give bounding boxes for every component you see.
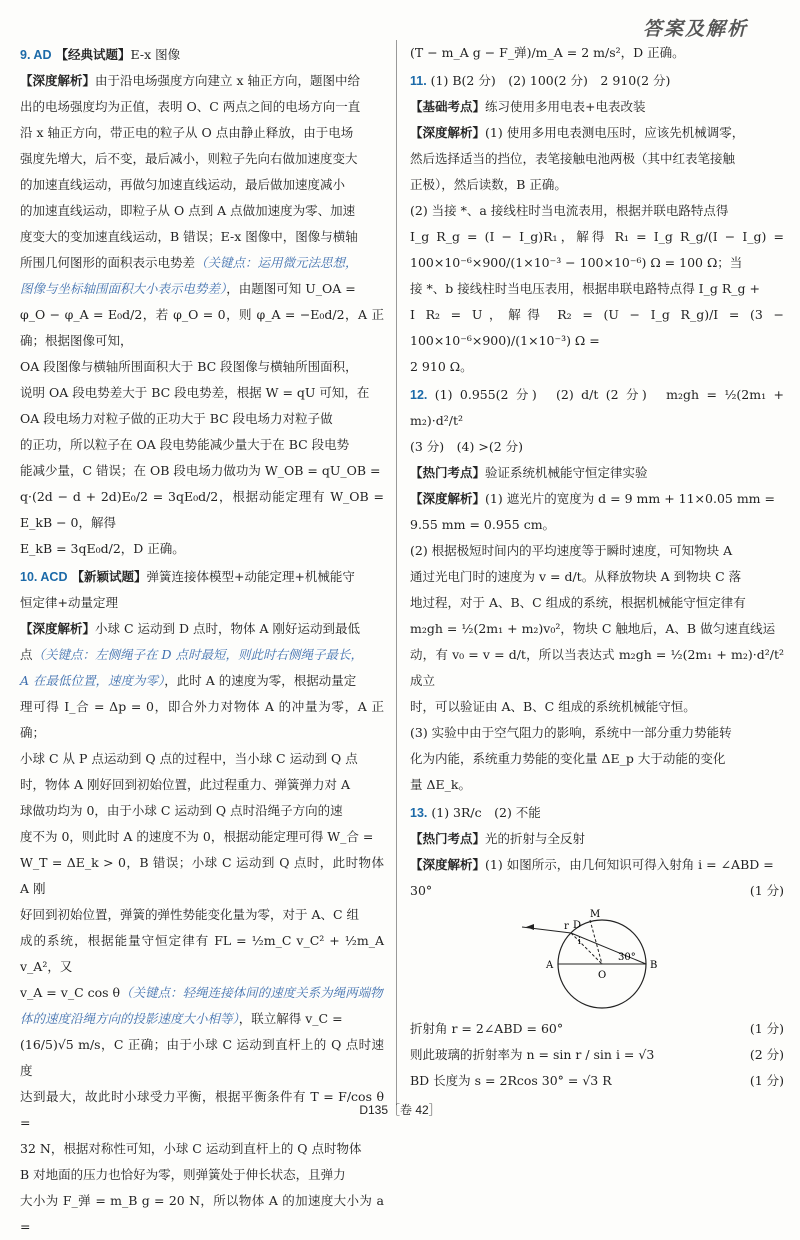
q10-line: 达到最大，故此时小球受力平衡，根据平衡条件有 T = F/cos θ = xyxy=(20,1089,384,1130)
right-column xyxy=(410,40,784,1094)
column-divider xyxy=(396,40,397,1105)
q10-text: 点 xyxy=(20,647,33,662)
label-i: i xyxy=(578,937,581,947)
q10-line: 32 N，根据对称性可知，小球 C 运动到直杆上的 Q 点时物体 xyxy=(20,1141,362,1156)
q10-line xyxy=(20,616,384,642)
q11-analysis-label: 【深度解析】 xyxy=(410,125,486,140)
q10-text: ，此时 A 的速度为零，根据动量定 xyxy=(164,673,357,688)
q10-line: 好回到初始位置，弹簧的弹性势能变化量为零，对于 A、C 组 xyxy=(20,907,360,922)
normal-line xyxy=(571,933,602,964)
key-point-note: 图像与坐标轴围面积大小表示电势差） xyxy=(20,281,227,296)
q9-line: E_kB = 3qE₀d/2，D 正确。 xyxy=(20,541,185,556)
q10-topic: 弹簧连接体模型+动能定理+机械能守 xyxy=(146,569,355,584)
q11-line: 2 910 Ω。 xyxy=(410,359,473,374)
q11-topic-line xyxy=(410,94,784,120)
q13-number: 13. xyxy=(410,806,428,820)
key-point-note: （关键点：左侧绳子在 D 点时最短，则此时右侧绳子最长， xyxy=(32,647,363,662)
q12-answers: (1) 0.955(2 分) (2) d/t (2 分) m₂gh = ½(2m₁ + m₂)·d²/t² xyxy=(410,387,784,428)
q9-line: 强度先增大，后不变，最后减小，则粒子先向右做加速度变大 xyxy=(20,151,358,166)
q10-text: v_A = v_C cos θ xyxy=(20,985,121,1000)
q12-line: 化为内能，系统重力势能的变化量 ΔE_p 大于动能的变化 xyxy=(410,751,726,766)
q13-text: 30° xyxy=(410,883,433,898)
q10-text: ，联立解得 v_C = xyxy=(238,1011,343,1026)
q12-topic-line xyxy=(410,460,784,486)
q12-topic: 验证系统机械能守恒定律实验 xyxy=(485,465,648,480)
q10-line xyxy=(20,1006,384,1032)
q12-line: m₂gh = ½(2m₁ + m₂)v₀²，物块 C 触地后，A、B 做匀速直线运 xyxy=(410,621,776,636)
q13-analysis-label: 【深度解析】 xyxy=(410,857,486,872)
q10-number: 10. ACD xyxy=(20,570,68,584)
q12-tag: 【热门考点】 xyxy=(410,465,486,480)
key-point-note: A 在最低位置，速度为零） xyxy=(20,673,165,688)
q10-line: W_T = ΔE_k > 0，B 错误；小球 C 运动到 Q 点时，此时物体 A 刚 xyxy=(20,855,384,896)
q9-text: 由于沿电场强度方向建立 x 轴正方向，题图中给 xyxy=(95,73,361,88)
q11-tag: 【基础考点】 xyxy=(410,99,486,114)
q9-line: 沿 x 轴正方向，带正电的粒子从 O 点由静止释放，由于电场 xyxy=(20,125,354,140)
q10-continuation: (T − m_A g − F_弹)/m_A = 2 m/s²，D 正确。 xyxy=(410,45,685,60)
ray-arrow-icon xyxy=(526,924,534,930)
left-column xyxy=(20,40,384,1240)
q9-tag: 【经典试题】 xyxy=(55,47,131,62)
q9-text: 所围几何图形的面积表示电势差 xyxy=(20,255,196,270)
q11-answers: (1) B(2 分) (2) 100(2 分) 2 910(2 分) xyxy=(430,73,671,88)
q9-line: 度变大的变加速直线运动，B 错误；E-x 图像中，图像与横轴 xyxy=(20,229,358,244)
score-mark: (1 分) xyxy=(749,1073,784,1088)
q12-analysis-label: 【深度解析】 xyxy=(410,491,486,506)
page-footer: D135［卷 42］ xyxy=(359,1103,441,1117)
q9-line: 说明 OA 段电势差大于 BC 段电势差，根据 W = qU 可知，在 xyxy=(20,385,370,400)
q9-line: q·(2d − d + 2d)E₀/2 = 3qE₀d/2，根据动能定理有 W_OB = E_kB − 0，解得 xyxy=(20,489,384,530)
q11-line: I R₂ = U，解得 R₂ = (U − I_g R_g)/I = (3 − 100×10⁻⁶×900)/(1×10⁻³) Ω = xyxy=(410,307,784,348)
label-r: r xyxy=(564,921,569,932)
q11-line: I_g R_g = (I − I_g)R₁，解得 R₁ = I_g R_g/(I − I_g) = 100×10⁻⁶×900/(1×10⁻³ − 100×10⁻⁶) Ω = 100 Ω；当 xyxy=(410,229,784,270)
q10-line xyxy=(20,642,384,668)
q9-line: OA 段电场力对粒子做的正功大于 BC 段电场力对粒子做 xyxy=(20,411,333,426)
q11-line: 正极），然后读数，B 正确。 xyxy=(410,177,567,192)
q12-line xyxy=(410,486,784,512)
q13-line xyxy=(410,852,784,878)
q10-line xyxy=(20,668,384,694)
q10-line: 大小为 F_弹 = m_B g = 20 N，所以物体 A 的加速度大小为 a = xyxy=(20,1193,384,1234)
q9-analysis-label: 【深度解析】 xyxy=(20,73,96,88)
q10-line: 理可得 I_合 = Δp = 0，即合外力对物体 A 的冲量为零，A 正确； xyxy=(20,699,384,740)
score-mark: (1 分) xyxy=(749,883,784,898)
q10-line: (16/5)√5 m/s，C 正确；由于小球 C 运动到直杆上的 Q 点时速度 xyxy=(20,1037,384,1078)
score-mark: (2 分) xyxy=(749,1047,784,1062)
label-B: B xyxy=(650,960,658,971)
q9-heading xyxy=(20,42,384,68)
q9-line xyxy=(20,276,384,302)
q10-line: 时，物体 A 刚好回到初始位置，此过程重力、弹簧弹力对 A xyxy=(20,777,350,792)
q9-line xyxy=(20,68,384,94)
q10-topic-cont: 恒定律+动量定理 xyxy=(20,595,118,610)
q13-line xyxy=(410,878,784,904)
q13-text: 则此玻璃的折射率为 n = sin r / sin i = √3 xyxy=(410,1047,655,1062)
q12-text: (1) 遮光片的宽度为 d = 9 mm + 11×0.05 mm = xyxy=(485,491,775,506)
q11-line xyxy=(410,120,784,146)
score-mark: (1 分) xyxy=(749,1021,784,1036)
label-O: O xyxy=(598,970,607,981)
q9-number: 9. AD xyxy=(20,48,52,62)
q9-line: 的加速直线运动，即粒子从 O 点到 A 点做加速度为零、加速 xyxy=(20,203,356,218)
q10-analysis-label: 【深度解析】 xyxy=(20,621,96,636)
q11-line: 然后选择适当的挡位，表笔接触电池两极（其中红表笔接触 xyxy=(410,151,736,166)
q13-topic-line xyxy=(410,826,784,852)
q11-number: 11. xyxy=(410,74,427,88)
key-point-note: （关键点：运用微元法思想， xyxy=(195,255,358,270)
q12-line: (3) 实验中由于空气阻力的影响，系统中一部分重力势能转 xyxy=(410,725,732,740)
q13-line xyxy=(410,1042,784,1068)
q13-text: (1) 如图所示，由几何知识可得入射角 i = ∠ABD = xyxy=(485,857,774,872)
q10-tag: 【新颖试题】 xyxy=(71,569,147,584)
q13-text: BD 长度为 s = 2Rcos 30° = √3 R xyxy=(410,1073,612,1088)
q9-line: φ_O − φ_A = E₀d/2，若 φ_O = 0，则 φ_A = −E₀d/2，A 正确；根据图像可知， xyxy=(20,307,384,348)
q10-line: 球做功均为 0，由于小球 C 运动到 Q 点时沿绳子方向的速 xyxy=(20,803,343,818)
page-header-title: 答案及解析 xyxy=(642,18,748,40)
q13-topic: 光的折射与全反射 xyxy=(485,831,586,846)
q10-line xyxy=(20,980,384,1006)
label-D: D xyxy=(573,920,582,931)
q12-number: 12. xyxy=(410,388,428,402)
q9-line: 出的电场强度均为正值，表明 O、C 两点之间的电场方向一直 xyxy=(20,99,361,114)
q12-heading xyxy=(410,382,784,434)
q13-line xyxy=(410,1016,784,1042)
label-angle: 30° xyxy=(618,952,636,963)
q12-line: 通过光电门时的速度为 v = d/t。从释放物块 A 到物块 C 落 xyxy=(410,569,742,584)
q12-line: 9.55 mm = 0.955 cm。 xyxy=(410,517,556,532)
q9-line xyxy=(20,250,384,276)
q9-text: ，由题图可知 U_OA = xyxy=(226,281,356,296)
label-M: M xyxy=(590,909,601,920)
q9-line: 的正功，所以粒子在 OA 段电势能减少量大于在 BC 段电势 xyxy=(20,437,350,452)
refraction-diagram xyxy=(512,906,682,1016)
q11-text: (1) 使用多用电表测电压时，应该先机械调零， xyxy=(485,125,745,140)
q10-line: 度不为 0，则此时 A 的速度不为 0，根据动能定理可得 W_合 = xyxy=(20,829,374,844)
q12-line: 地过程，对于 A、B、C 组成的系统，根据机械能守恒定律有 xyxy=(410,595,746,610)
key-point-note: （关键点：轻绳连接体间的速度关系为绳两端物 xyxy=(120,985,383,1000)
q11-heading xyxy=(410,68,784,94)
label-A: A xyxy=(546,960,554,971)
q12-answers-cont: (3 分) (4) >(2 分) xyxy=(410,439,524,454)
q13-line xyxy=(410,1068,784,1094)
q10-line: 成的系统，根据能量守恒定律有 FL = ½m_C v_C² + ½m_A v_A²，又 xyxy=(20,933,384,974)
key-point-note: 体的速度沿绳方向的投影速度大小相等） xyxy=(20,1011,239,1026)
q9-line: 的加速直线运动，再做匀加速直线运动，最后做加速度减小 xyxy=(20,177,346,192)
q10-text: 小球 C 运动到 D 点时，物体 A 刚好运动到最低 xyxy=(95,621,360,636)
q12-line: 量 ΔE_k。 xyxy=(410,777,471,792)
q9-line: OA 段图像与横轴所围面积大于 BC 段图像与横轴所围面积， xyxy=(20,359,358,374)
q13-text: 折射角 r = 2∠ABD = 60° xyxy=(410,1021,564,1036)
q9-topic: E-x 图像 xyxy=(130,47,181,62)
q10-line: B 对地面的压力也恰好为零，则弹簧处于伸长状态，且弹力 xyxy=(20,1167,346,1182)
q11-topic: 练习使用多用电表+电表改装 xyxy=(485,99,646,114)
q11-line: 接 *、b 接线柱时当电压表用，根据串联电路特点得 I_g R_g + xyxy=(410,281,760,296)
q10-heading xyxy=(20,564,384,590)
q9-line: 能减少量，C 错误；在 OB 段电场力做功为 W_OB = qU_OB = xyxy=(20,463,381,478)
q11-line: (2) 当接 *、a 接线柱时当电流表用，根据并联电路特点得 xyxy=(410,203,729,218)
q13-answers: (1) 3R/c (2) 不能 xyxy=(431,805,541,820)
q12-line: 时，可以验证由 A、B、C 组成的系统机械能守恒。 xyxy=(410,699,696,714)
q13-tag: 【热门考点】 xyxy=(410,831,486,846)
q12-line: (2) 根据极短时间内的平均速度等于瞬时速度，可知物块 A xyxy=(410,543,733,558)
q12-line: 动，有 v₀ = v = d/t，所以当表达式 m₂gh = ½(2m₁ + m₂)·d²/t² 成立 xyxy=(410,647,784,688)
q10-line: 小球 C 从 P 点运动到 Q 点的过程中，当小球 C 运动到 Q 点 xyxy=(20,751,358,766)
q13-heading xyxy=(410,800,784,826)
